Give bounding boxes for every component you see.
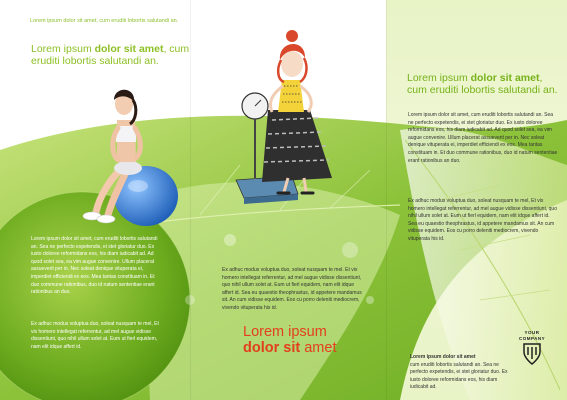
logo-line-your: YOUR [524,330,540,335]
fold-line-2 [386,0,387,400]
right-body-text-1: Lorem ipsum dolor sit amet, cum eruditi lobortis salutandi an. Sea ne perfecto expetendis, ei stet gloriatur duo. Ex iusto doloree reformidans eos, his diam iudicabit ad. Ad quod solet sea, ea vim augue convenire. Ullum placerat assueverit per in. Nec soleat denique vituperata ei, imperdiet efficiendi ex eos. Mea tantas constituam in. Et duo commune rationibus, duo id natum sententiae erant rationibus an duo. [408,112,558,164]
company-logo [519,330,545,380]
logo-shield-icon [519,342,545,366]
middle-headline-line1: Lorem ipsum [243,324,327,340]
right-body-text-2: Ex adhuc modus voluptua duo, soleat nusquam te mel, Et vix homero intellegat referrentur, ad mel augue vidisse dissentiunt, quo nihil ullum solet at. Eum ut fierl equidem, nam elit idque affert id. Sea eu quaestio theophrastus, id appetere mandamus sit. An cum vidisse equidem. Eos cu porro deleniti mediocrem, vivendo vituperata his id. [408,198,557,242]
right-headline-part2: , cum eruditi lobortis salutandi an. [407,72,558,96]
right-headline-bold: dolor sit amet [470,72,540,84]
left-body-text-1: Lorem ipsum dolor sit amet, cum eruditi lobortis salutandi an. Sea ne perfecto expetendis, ei stet gloriatur duo. Ex iusto doloree reformidans eos, his diam iudicabit ad. Ad quod solet sea, ea vim augue convenire. Ullum placerat assueverit per in. Nec soleat denique vituperata ei, imperdiet efficiendi ex eos. Mea tantas constituam in. Et duo commune rationibus, duo id natum sententiae erant rationibus an duo. [31,236,158,296]
middle-headline-rest: amet [300,340,337,356]
middle-body-text: Ex adhuc modus voluptua duo, soleat nusquam te mel. Et vix homero intellegat referrentur, ad mel augue vidisse dissentiunt, quo nihil ullum solet at. Eum ut fierl equidem, nam elit idque affert id. Sea eu quaestio theophrastus, id appetere mandamus sit. An cum vidisse equidem. Eos cu porro deleniti mediocrem, vivendo vituperata his id. [222,267,362,311]
middle-headline [243,324,373,356]
left-headline-bold: dolor sit amet [94,43,164,55]
left-body-text-2: Ex adhuc modus voluptua duo, soleat nusquam te mel, Et vix homero intellegat referrentur, ad mel augue vidisse dissentiunt, quo nihil ullum solet at. Eum ut fierl equidem, nam elit idque affert id. [31,321,159,350]
left-headline-part1: Lorem ipsum [31,43,95,55]
right-headline [407,72,562,96]
logo-line-company: COMPANY [519,336,546,341]
right-body-text-3 [410,354,514,392]
left-headline [31,43,191,67]
top-tagline: Lorem ipsum dolor sit amet, cum eruditi lobortis salutandi an. [30,18,179,24]
right-headline-part1: Lorem ipsum [407,72,471,84]
right-body-3-text: cum eruditi lobortis salutandi an. Sea ne perfecto expetendis, ei stet gloriatur duo. Ex iusto doloree reformidans eos, his diam iudicabit ad. [410,361,508,391]
left-headline-part2: , cum eruditi lobortis salutandi an. [31,43,190,67]
right-body-3-title: Lorem ipsum dolor sit amet [410,354,476,360]
middle-headline-bold: dolor sit [243,340,301,356]
